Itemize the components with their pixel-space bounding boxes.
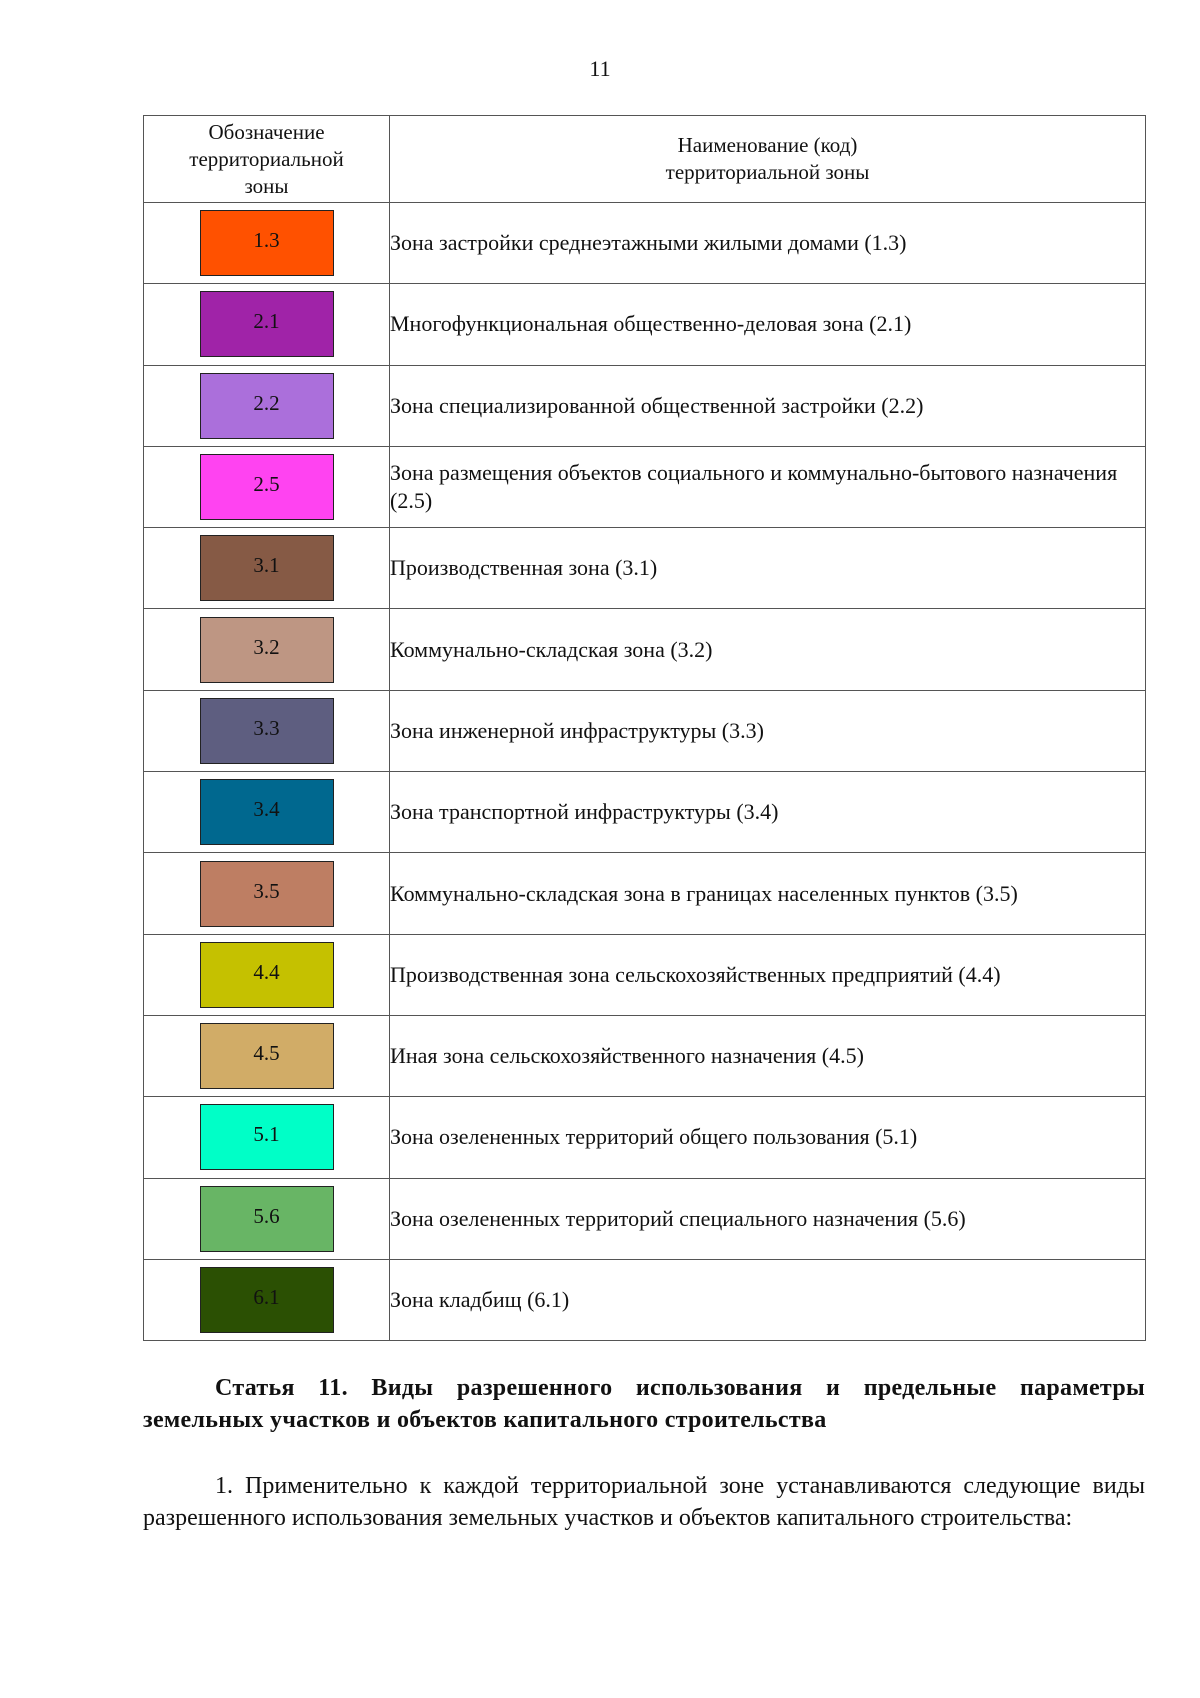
table-row [144, 934, 1146, 1015]
zone-name: Зона размещения объектов социального и коммунально-бытового назначения (2.5) [390, 446, 1146, 527]
zone-designation-cell [144, 853, 390, 934]
table-row [144, 772, 1146, 853]
zones-table [143, 115, 1146, 1341]
zone-designation-cell [144, 1015, 390, 1096]
table-row [144, 446, 1146, 527]
zone-name: Зона транспортной инфраструктуры (3.4) [390, 772, 1146, 853]
zone-designation-cell [144, 1259, 390, 1340]
zone-name: Коммунально-складская зона в границах населенных пунктов (3.5) [390, 853, 1146, 934]
zone-name: Зона специализированной общественной застройки (2.2) [390, 365, 1146, 446]
zone-designation-cell [144, 1097, 390, 1178]
zone-designation-cell [144, 690, 390, 771]
zone-name: Иная зона сельскохозяйственного назначения (4.5) [390, 1015, 1146, 1096]
zone-color-swatch: 4.4 [200, 942, 334, 1008]
zone-color-swatch: 3.1 [200, 535, 334, 601]
table-row [144, 1178, 1146, 1259]
zone-color-swatch: 3.5 [200, 861, 334, 927]
zone-color-swatch: 5.1 [200, 1104, 334, 1170]
zone-color-swatch: 6.1 [200, 1267, 334, 1333]
zone-designation-cell [144, 203, 390, 284]
zone-color-swatch: 3.2 [200, 617, 334, 683]
zone-name: Производственная зона сельскохозяйственных предприятий (4.4) [390, 934, 1146, 1015]
zone-name: Многофункциональная общественно-деловая зона (2.1) [390, 284, 1146, 365]
zone-color-swatch: 2.5 [200, 454, 334, 520]
zone-name: Зона озелененных территорий специального назначения (5.6) [390, 1178, 1146, 1259]
table-row [144, 203, 1146, 284]
table-header-row [144, 116, 1146, 203]
zone-name: Зона озелененных территорий общего пользования (5.1) [390, 1097, 1146, 1178]
zone-designation-cell [144, 365, 390, 446]
zone-color-swatch: 3.4 [200, 779, 334, 845]
zone-name: Зона кладбищ (6.1) [390, 1259, 1146, 1340]
table-row [144, 853, 1146, 934]
zone-designation-cell [144, 528, 390, 609]
article-title: Статья 11. Виды разрешенного использования и предельные параметры земельных участков и объектов капитального строительства [143, 1375, 1145, 1433]
header-designation: Обозначение территориальной зоны [144, 116, 390, 203]
table-row [144, 365, 1146, 446]
zone-name: Зона застройки среднеэтажными жилыми домами (1.3) [390, 203, 1146, 284]
zone-color-swatch: 4.5 [200, 1023, 334, 1089]
zone-designation-cell [144, 772, 390, 853]
table-row [144, 284, 1146, 365]
table-row [144, 528, 1146, 609]
zone-designation-cell [144, 446, 390, 527]
zone-designation-cell [144, 1178, 390, 1259]
table-row [144, 690, 1146, 771]
table-row [144, 609, 1146, 690]
zone-designation-cell [144, 284, 390, 365]
zone-color-swatch: 2.2 [200, 373, 334, 439]
zone-designation-cell [144, 934, 390, 1015]
table-row [144, 1259, 1146, 1340]
zone-name: Коммунально-складская зона (3.2) [390, 609, 1146, 690]
zone-name: Производственная зона (3.1) [390, 528, 1146, 609]
zone-color-swatch: 3.3 [200, 698, 334, 764]
paragraph-1: 1. Применительно к каждой территориальной зоне устанавливаются следующие виды разрешенного использования земельных участков и объектов капитального строительства: [143, 1473, 1145, 1531]
zone-name: Зона инженерной инфраструктуры (3.3) [390, 690, 1146, 771]
zone-color-swatch: 2.1 [200, 291, 334, 357]
page-number: 11 [589, 56, 611, 81]
header-zone-name: Наименование (код) территориальной зоны [390, 116, 1146, 203]
zone-designation-cell [144, 609, 390, 690]
table-row [144, 1097, 1146, 1178]
zone-color-swatch: 5.6 [200, 1186, 334, 1252]
zone-color-swatch: 1.3 [200, 210, 334, 276]
table-row [144, 1015, 1146, 1096]
